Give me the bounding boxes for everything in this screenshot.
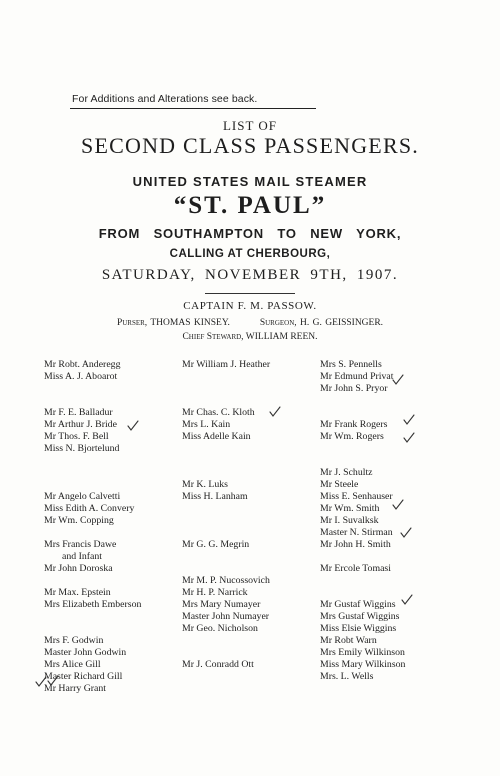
- passenger-name: Mr Arthur J. Bride: [44, 419, 117, 430]
- note-underline: [70, 108, 316, 109]
- passenger-name: Mr William J. Heather: [182, 359, 271, 370]
- passenger-name: Miss H. Lanham: [182, 491, 248, 502]
- check-mark-icon: [402, 413, 416, 427]
- passenger-name: Master John Godwin: [44, 647, 127, 658]
- check-mark-icon: [402, 431, 416, 445]
- passenger-name: Mr Wm. Smith: [320, 503, 380, 514]
- passenger-name: Mr Angelo Calvetti: [44, 491, 121, 502]
- passenger-name: Miss E. Senhauser: [320, 491, 393, 502]
- passenger-name: Miss Elsie Wiggins: [320, 623, 397, 634]
- check-mark-icon: [46, 674, 60, 688]
- passenger-name: Mr Gustaf Wiggins: [320, 599, 396, 610]
- check-mark-icon: [126, 419, 140, 433]
- passenger-name: Mr Geo. Nicholson: [182, 623, 258, 634]
- passenger-name: Mr Robt. Anderegg: [44, 359, 121, 370]
- passenger-name: Mrs S. Pennells: [320, 359, 382, 370]
- passenger-name: Mr Edmund Privat: [320, 371, 394, 382]
- passenger-name: Mrs. L. Wells: [320, 671, 374, 682]
- passenger-name: Mrs Elizabeth Emberson: [44, 599, 142, 610]
- passenger-name: Mr G. G. Megrin: [182, 539, 250, 550]
- passenger-name: Miss Mary Wilkinson: [320, 659, 406, 670]
- purser-text: Purser, THOMAS KINSEY.: [116, 318, 230, 328]
- passenger-name: Mrs L. Kain: [182, 419, 231, 430]
- route-heading: FROM SOUTHAMPTON TO NEW YORK,: [98, 226, 402, 241]
- passenger-name: Mr I. Suvalksk: [320, 515, 379, 526]
- passenger-name: Mr Max. Epstein: [44, 587, 111, 598]
- captain-line: CAPTAIN F. M. PASSOW.: [183, 300, 317, 312]
- check-mark-icon: [391, 498, 405, 512]
- passenger-name: Mr Ercole Tomasi: [320, 563, 391, 574]
- passenger-name: Mr Harry Grant: [44, 683, 107, 694]
- calling-heading: CALLING AT CHERBOURG,: [169, 248, 331, 260]
- passenger-name: Master Richard Gill: [44, 671, 123, 682]
- passenger-name: Mrs F. Godwin: [44, 635, 104, 646]
- divider-rule: [205, 293, 295, 294]
- passenger-name: Miss Adelle Kain: [182, 431, 251, 442]
- class-heading: SECOND CLASS PASSENGERS.: [81, 133, 419, 158]
- passenger-name: Mr John S. Pryor: [320, 383, 388, 394]
- passenger-name: Mr Wm. Copping: [44, 515, 114, 526]
- passenger-name: Mr Robt Warn: [320, 635, 377, 646]
- ship-name: “ST. PAUL”: [173, 192, 327, 219]
- list-of-heading: LIST OF: [222, 118, 278, 133]
- sailing-date: SATURDAY, NOVEMBER 9TH, 1907.: [101, 267, 399, 283]
- passenger-name: Mrs Alice Gill: [44, 659, 101, 670]
- officers-line: [0, 318, 500, 328]
- passenger-name: Mr H. P. Narrick: [182, 587, 248, 598]
- steamer-heading: UNITED STATES MAIL STEAMER: [132, 174, 368, 189]
- passenger-name: Mrs Emily Wilkinson: [320, 647, 405, 658]
- passenger-name: Mrs Francis Dawe: [44, 539, 117, 550]
- passenger-name: Mr K. Luks: [182, 479, 228, 490]
- passenger-name: and Infant: [62, 551, 102, 562]
- check-mark-icon: [399, 526, 413, 540]
- passenger-name: Mr F. E. Balladur: [44, 407, 113, 418]
- check-mark-icon: [268, 405, 282, 419]
- passenger-name: Mr Steele: [320, 479, 359, 490]
- passenger-name: Mr Chas. C. Kloth: [182, 407, 255, 418]
- passenger-name: Mrs Gustaf Wiggins: [320, 611, 400, 622]
- passenger-name: Mr Wm. Rogers: [320, 431, 384, 442]
- passenger-name: Master John Numayer: [182, 611, 270, 622]
- check-mark-icon: [400, 593, 414, 607]
- additions-note: For Additions and Alterations see back.: [72, 93, 258, 105]
- passenger-name: Mr John Doroska: [44, 563, 113, 574]
- passenger-name: Mr Thos. F. Bell: [44, 431, 109, 442]
- check-mark-icon: [34, 675, 48, 689]
- passenger-name: Mr John H. Smith: [320, 539, 391, 550]
- passenger-name: Mr J. Conradd Ott: [182, 659, 254, 670]
- passenger-name: Miss N. Bjortelund: [44, 443, 120, 454]
- passenger-name: Mr M. P. Nucossovich: [182, 575, 270, 586]
- passenger-name: Mr Frank Rogers: [320, 419, 388, 430]
- passenger-name: Mr J. Schultz: [320, 467, 373, 478]
- passenger-name: Miss A. J. Aboarot: [44, 371, 118, 382]
- passenger-name: Mrs Mary Numayer: [182, 599, 261, 610]
- steward-line: Chief Steward, WILLIAM REEN.: [182, 332, 318, 342]
- passenger-name: Master N. Stirman: [320, 527, 393, 538]
- surgeon-text: Surgeon, H. G. GEISSINGER.: [259, 318, 384, 328]
- passenger-name: Miss Edith A. Convery: [44, 503, 135, 514]
- check-mark-icon: [391, 373, 405, 387]
